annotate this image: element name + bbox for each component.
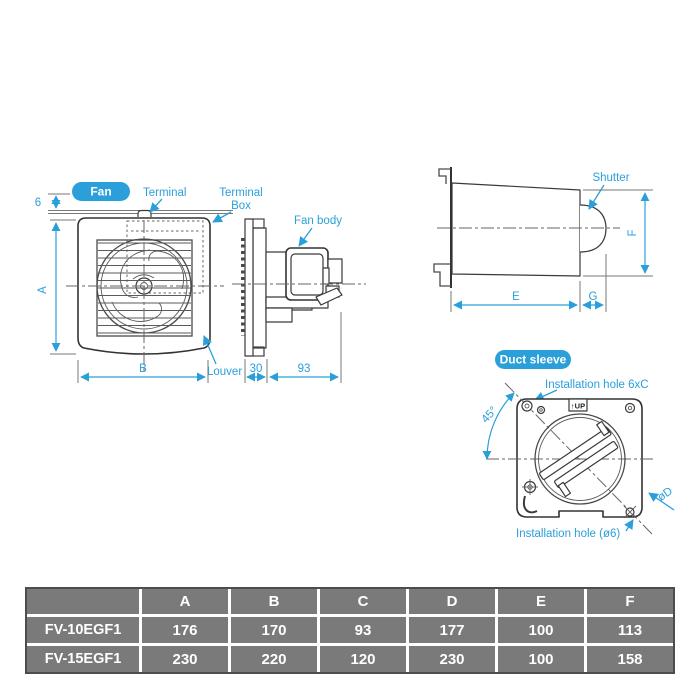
terminal-knob [138, 211, 151, 218]
fan-body-profile [266, 248, 342, 322]
value-cell: 93 [320, 617, 406, 643]
up-marker [569, 399, 587, 411]
dim-body-depth-value: 93 [297, 363, 311, 375]
duct-sleeve-badge-label: Duct sleeve [499, 352, 567, 367]
flange-tab-bottom [434, 264, 451, 286]
dimension-table [25, 587, 675, 674]
dim-93 [270, 312, 341, 383]
svg-text:Shutter: Shutter [592, 172, 630, 184]
dim-width-B [78, 360, 208, 383]
dim-louver-depth-value: 30 [249, 363, 263, 375]
mounting-plate [517, 399, 642, 517]
svg-text:Box: Box [231, 200, 251, 212]
value-cell: 100 [498, 617, 584, 643]
dim-gap-6 [35, 194, 70, 209]
value-cell: 100 [498, 646, 584, 672]
value-cell: 177 [409, 617, 495, 643]
fan-side-view [232, 215, 366, 383]
dim-shutter-value: G [588, 291, 598, 303]
value-cell: 120 [320, 646, 406, 672]
model-cell: FV-10EGF1 [27, 617, 139, 643]
fan-front-view [35, 182, 263, 383]
louver-profile [243, 219, 266, 356]
installation-hole-bottom-label [516, 520, 633, 540]
dim-height-f-value: F [627, 229, 639, 237]
fan-badge-label: Fan [90, 184, 112, 199]
duct-sleeve-badge [495, 350, 571, 369]
svg-text:Terminal: Terminal [219, 187, 263, 199]
value-cell: 170 [231, 617, 317, 643]
terminal-box-label [213, 187, 263, 222]
dim-height-A [37, 220, 76, 354]
duct-sleeve-view [479, 350, 675, 540]
duct-side-view [434, 167, 653, 312]
value-cell: 230 [409, 646, 495, 672]
dim-angle-value: 45° [479, 404, 501, 426]
col-header-B: B [231, 589, 317, 614]
svg-text:Installation hole (ø6): Installation hole (ø6) [516, 528, 621, 540]
model-cell: FV-15EGF1 [27, 646, 139, 672]
installation-hole-top-label [535, 379, 649, 400]
svg-text:Louver: Louver [207, 366, 243, 378]
svg-text:↑UP: ↑UP [570, 401, 586, 411]
col-header-C: C [320, 589, 406, 614]
svg-text:Installation hole 6xC: Installation hole 6xC [545, 379, 649, 391]
col-header-A: A [142, 589, 228, 614]
value-cell: 113 [587, 617, 673, 643]
col-header-empty [27, 589, 139, 614]
svg-text:Terminal: Terminal [143, 187, 187, 199]
dim-length-value: E [512, 291, 520, 303]
value-cell: 220 [231, 646, 317, 672]
col-header-E: E [498, 589, 584, 614]
dim-E [451, 281, 580, 312]
fan-badge [72, 182, 130, 201]
svg-text:Fan body: Fan body [294, 215, 342, 227]
value-cell: 158 [587, 646, 673, 672]
dim-width-value: B [139, 363, 147, 375]
duct-body [452, 183, 580, 276]
dim-45-degrees [479, 393, 514, 459]
dim-diameter [649, 485, 675, 510]
col-header-F: F [587, 589, 673, 614]
value-cell: 230 [142, 646, 228, 672]
terminal-label [143, 187, 186, 212]
col-header-D: D [409, 589, 495, 614]
dim-diameter-value: øD [655, 485, 676, 504]
fan-body-label [294, 215, 342, 246]
value-cell: 176 [142, 617, 228, 643]
dim-30 [245, 359, 267, 383]
dim-height-value: A [37, 286, 49, 294]
dim-gap-value: 6 [34, 197, 42, 209]
flange-tab-top [439, 169, 451, 184]
dim-G [583, 254, 606, 312]
